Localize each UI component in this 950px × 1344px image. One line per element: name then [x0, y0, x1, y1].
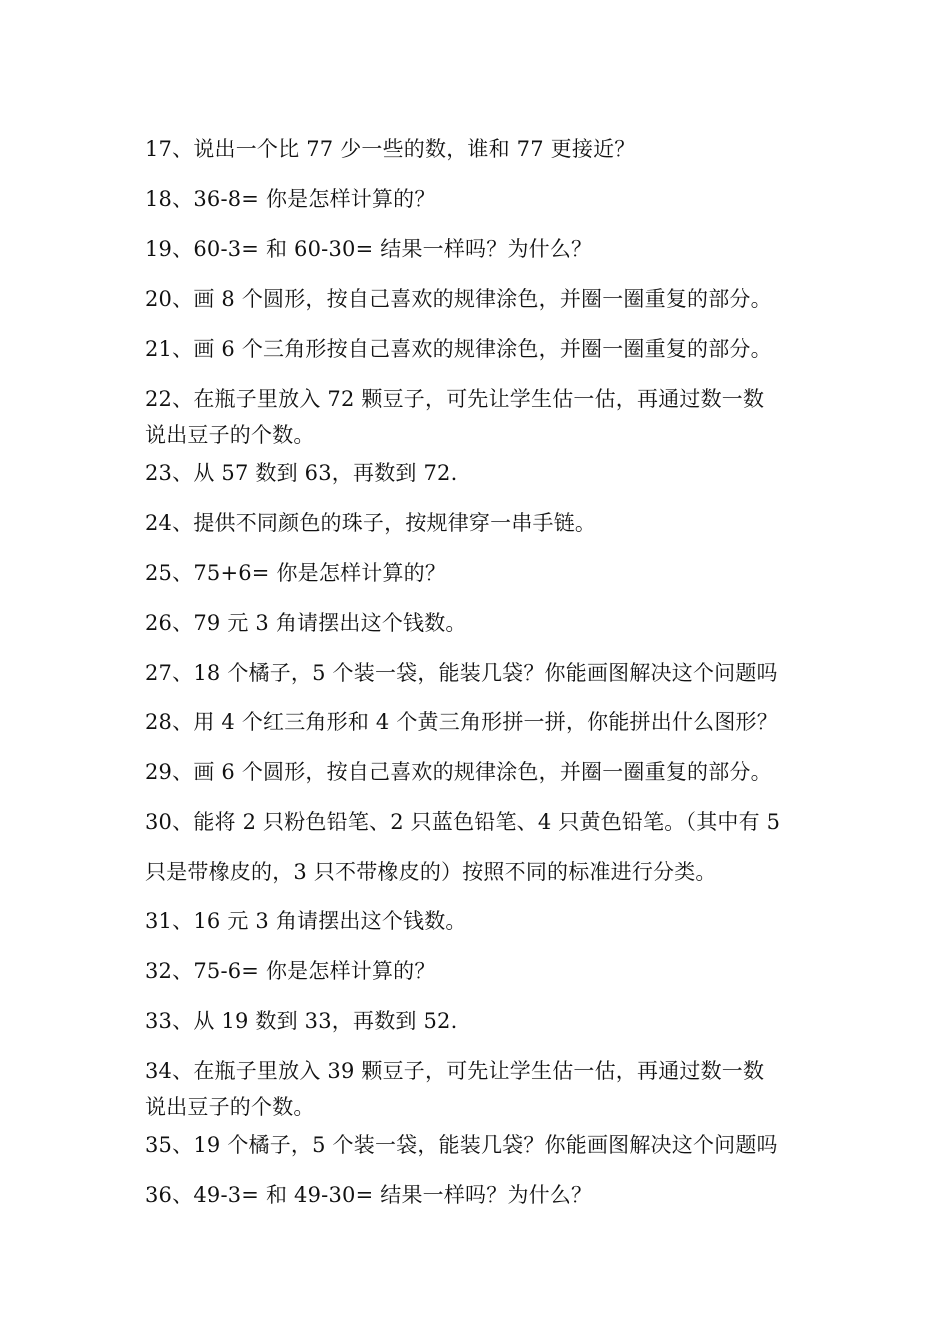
question-22: 22、在瓶子里放入 72 颗豆子，可先让学生估一估，再通过数一数: [145, 387, 765, 411]
question-17: 17、说出一个比 77 少一些的数，谁和 77 更接近？: [145, 137, 636, 161]
question-23: 23、从 57 数到 63，再数到 72.: [145, 461, 458, 485]
question-33: 33、从 19 数到 33，再数到 52.: [145, 1009, 458, 1033]
question-30-continuation: 只是带橡皮的，3 只不带橡皮的）按照不同的标准进行分类。: [145, 860, 717, 884]
question-18: 18、36-8= 你是怎样计算的？: [145, 187, 436, 211]
question-20: 20、画 8 个圆形，按自己喜欢的规律涂色，并圈一圈重复的部分。: [145, 287, 772, 311]
question-24: 24、提供不同颜色的珠子，按规律穿一串手链。: [145, 511, 597, 535]
question-32: 32、75-6= 你是怎样计算的？: [145, 959, 436, 983]
question-36: 36、49-3= 和 49-30= 结果一样吗？为什么？: [145, 1183, 593, 1207]
question-34: 34、在瓶子里放入 39 颗豆子，可先让学生估一估，再通过数一数: [145, 1059, 765, 1083]
question-25: 25、75+6= 你是怎样计算的？: [145, 561, 447, 585]
question-30: 30、能将 2 只粉色铅笔、2 只蓝色铅笔、4 只黄色铅笔。（其中有 5: [145, 810, 781, 834]
question-19: 19、60-3= 和 60-30= 结果一样吗？为什么？: [145, 237, 593, 261]
question-26: 26、79 元 3 角请摆出这个钱数。: [145, 611, 467, 635]
question-22-continuation: 说出豆子的个数。: [145, 423, 315, 447]
question-28: 28、用 4 个红三角形和 4 个黄三角形拼一拼，你能拼出什么图形？: [145, 710, 778, 734]
question-35: 35、19 个橘子，5 个装一袋，能装几袋？你能画图解决这个问题吗: [145, 1133, 778, 1157]
question-21: 21、画 6 个三角形按自己喜欢的规律涂色，并圈一圈重复的部分。: [145, 337, 772, 361]
question-34-continuation: 说出豆子的个数。: [145, 1095, 315, 1119]
question-27: 27、18 个橘子，5 个装一袋，能装几袋？你能画图解决这个问题吗: [145, 661, 778, 685]
question-29: 29、画 6 个圆形，按自己喜欢的规律涂色，并圈一圈重复的部分。: [145, 760, 772, 784]
question-31: 31、16 元 3 角请摆出这个钱数。: [145, 909, 467, 933]
